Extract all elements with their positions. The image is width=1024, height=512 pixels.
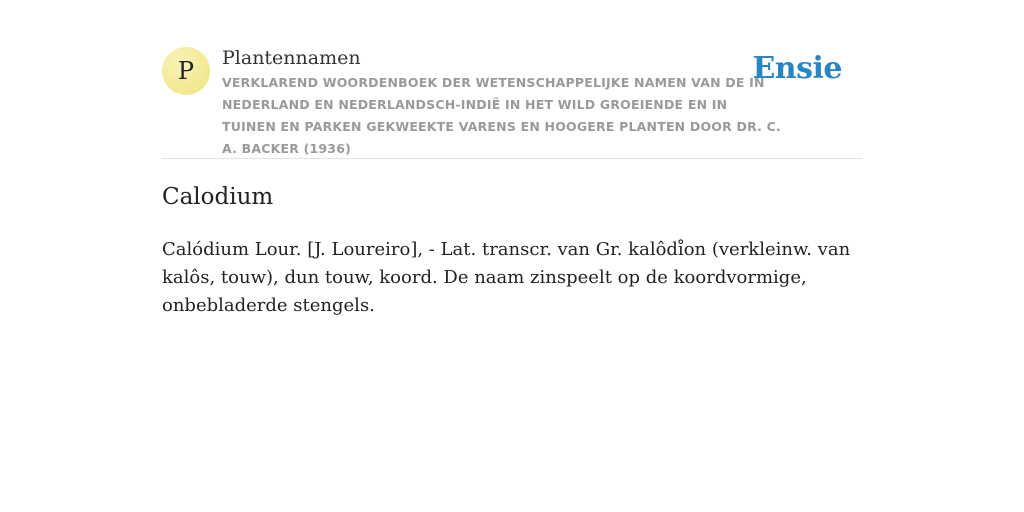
- header: [162, 44, 862, 159]
- brand-logo-link[interactable]: Ensie: [752, 51, 842, 86]
- entry-body: Calódium Lour. [J. Loureiro], - Lat. transcr. van Gr. kalôdi̊on (verkleinw. van kalôs, touw), dun touw, koord. De naam zinspeelt op de koordvormige, onbebladerde stengels.: [162, 239, 851, 316]
- entry-title: Calodium: [162, 184, 274, 210]
- header-text: [222, 44, 782, 160]
- avatar-letter: P: [177, 57, 195, 85]
- site-name[interactable]: Plantennamen: [222, 47, 361, 69]
- entry-content: [162, 180, 862, 320]
- avatar[interactable]: [162, 47, 210, 95]
- site-subtitle: VERKLAREND WOORDENBOEK DER WETENSCHAPPELIJKE NAMEN VAN DE IN NEDERLAND EN NEDERLANDSCH-INDIË IN HET WILD GROEIENDE EN IN TUINEN EN PARKEN GEKWEEKTE VARENS EN HOOGERE PLANTEN DOOR DR. C. A. BACKER (1936): [222, 75, 781, 156]
